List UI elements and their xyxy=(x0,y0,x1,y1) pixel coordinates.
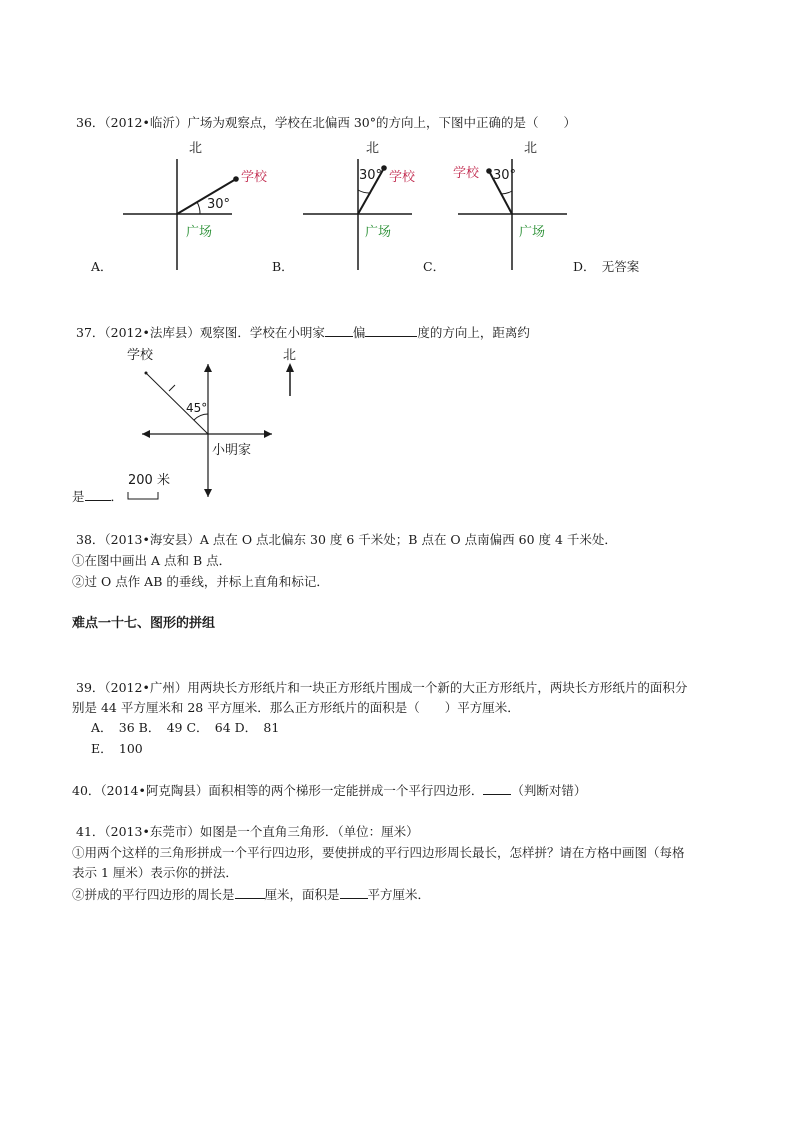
q37-school-label: 学校 xyxy=(127,348,154,363)
q37-angle-label: 45° xyxy=(186,401,208,415)
q36-a-school-label: 学校 xyxy=(241,170,268,185)
q39-line1: 39．（2012•广州）用两块长方形纸片和一块正方形纸片围成一个新的大正方形纸片，两块长方形纸片的面积分 xyxy=(76,680,688,695)
q37-tail-pre: 是 xyxy=(72,489,85,504)
q36-option-b: B． xyxy=(272,259,294,274)
q38-stem: 38．（2013•海安县）A 点在 O 点北偏东 30 度 6 千米处；B 点在 O 点南偏西 60 度 4 千米处． xyxy=(76,532,617,547)
q41-blank-area[interactable] xyxy=(340,886,368,899)
q41-blank-perimeter[interactable] xyxy=(235,886,265,899)
q36-diagram-b xyxy=(303,141,416,270)
q38-item1: ①在图中画出 A 点和 B 点． xyxy=(72,553,232,568)
q37-blank-direction2[interactable] xyxy=(365,324,417,337)
q36-c-north-label: 北 xyxy=(524,141,538,156)
q41-item2-pre: ②拼成的平行四边形的周长是 xyxy=(72,887,235,902)
q36-diagram-a xyxy=(123,141,268,270)
section-title: 难点一十七、图形的拼组 xyxy=(72,616,216,631)
q36-option-a: A． xyxy=(91,259,113,274)
q40-blank-judgement[interactable] xyxy=(483,782,511,795)
q37-stem-post: 度的方向上，距离约 xyxy=(417,325,530,340)
q37-blank-direction1[interactable] xyxy=(325,324,353,337)
q37-scale-label: 200 米 xyxy=(128,473,170,488)
q37-stem xyxy=(76,324,530,341)
q36-c-school-label: 学校 xyxy=(453,166,480,181)
q40-stem xyxy=(72,782,586,799)
q41-item1a: ①用两个这样的三角形拼成一个平行四边形，要使拼成的平行四边形周长最长，怎样拼？请在方格中画图（每格 xyxy=(72,845,685,860)
q36-stem: 36．（2012•临沂）广场为观察点，学校在北偏西 30°的方向上，下图中正确的是（ ） xyxy=(76,115,576,130)
q36-c-plaza-label: 广场 xyxy=(519,225,546,240)
q37-north-label: 北 xyxy=(283,348,297,363)
q36-b-plaza-label: 广场 xyxy=(365,225,392,240)
q36-a-north-label: 北 xyxy=(189,141,203,156)
q40-stem-post: （判断对错） xyxy=(511,783,587,798)
q37-blank-distance[interactable] xyxy=(85,488,111,501)
q36-option-c: C． xyxy=(423,259,446,274)
q37-tail xyxy=(72,488,123,505)
q41-item2-mid: 厘米，面积是 xyxy=(264,887,340,902)
q36-diagram-c xyxy=(453,141,567,270)
q41-item2-post: 平方厘米． xyxy=(367,887,431,902)
q36-b-school-label: 学校 xyxy=(389,170,416,185)
q37-diagram xyxy=(127,347,296,499)
q37-home-label: 小明家 xyxy=(212,443,252,458)
q36-b-north-label: 北 xyxy=(366,141,380,156)
q38-item2: ②过 O 点作 AB 的垂线，并标上直角和标记． xyxy=(72,574,329,589)
q36-a-angle-label: 30° xyxy=(207,197,231,212)
q39-options2: E． 100 xyxy=(91,741,143,756)
q41-stem: 41．（2013•东莞市）如图是一个直角三角形．（单位：厘米） xyxy=(76,824,419,839)
q36-b-angle-label: 30° xyxy=(359,168,383,183)
q39-options1: A． 36 B． 49 C． 64 D． 81 xyxy=(91,720,280,735)
q37-stem-pre: 37．（2012•法库县）观察图．学校在小明家 xyxy=(76,325,325,340)
q37-tail-post: ． xyxy=(110,489,124,504)
q36-c-angle-label: 30° xyxy=(493,168,517,183)
q41-item2 xyxy=(72,886,430,903)
q39-line2: 别是 44 平方厘米和 28 平方厘米．那么正方形纸片的面积是（ ）平方厘米． xyxy=(72,700,520,715)
q37-stem-mid: 偏 xyxy=(352,325,366,340)
q40-stem-pre: 40．（2014•阿克陶县）面积相等的两个梯形一定能拼成一个平行四边形． xyxy=(72,783,484,798)
q41-item1b: 表示 1 厘米）表示你的拼法． xyxy=(72,865,238,880)
q36-option-d: D． 无答案 xyxy=(573,259,640,274)
q36-a-plaza-label: 广场 xyxy=(186,225,213,240)
